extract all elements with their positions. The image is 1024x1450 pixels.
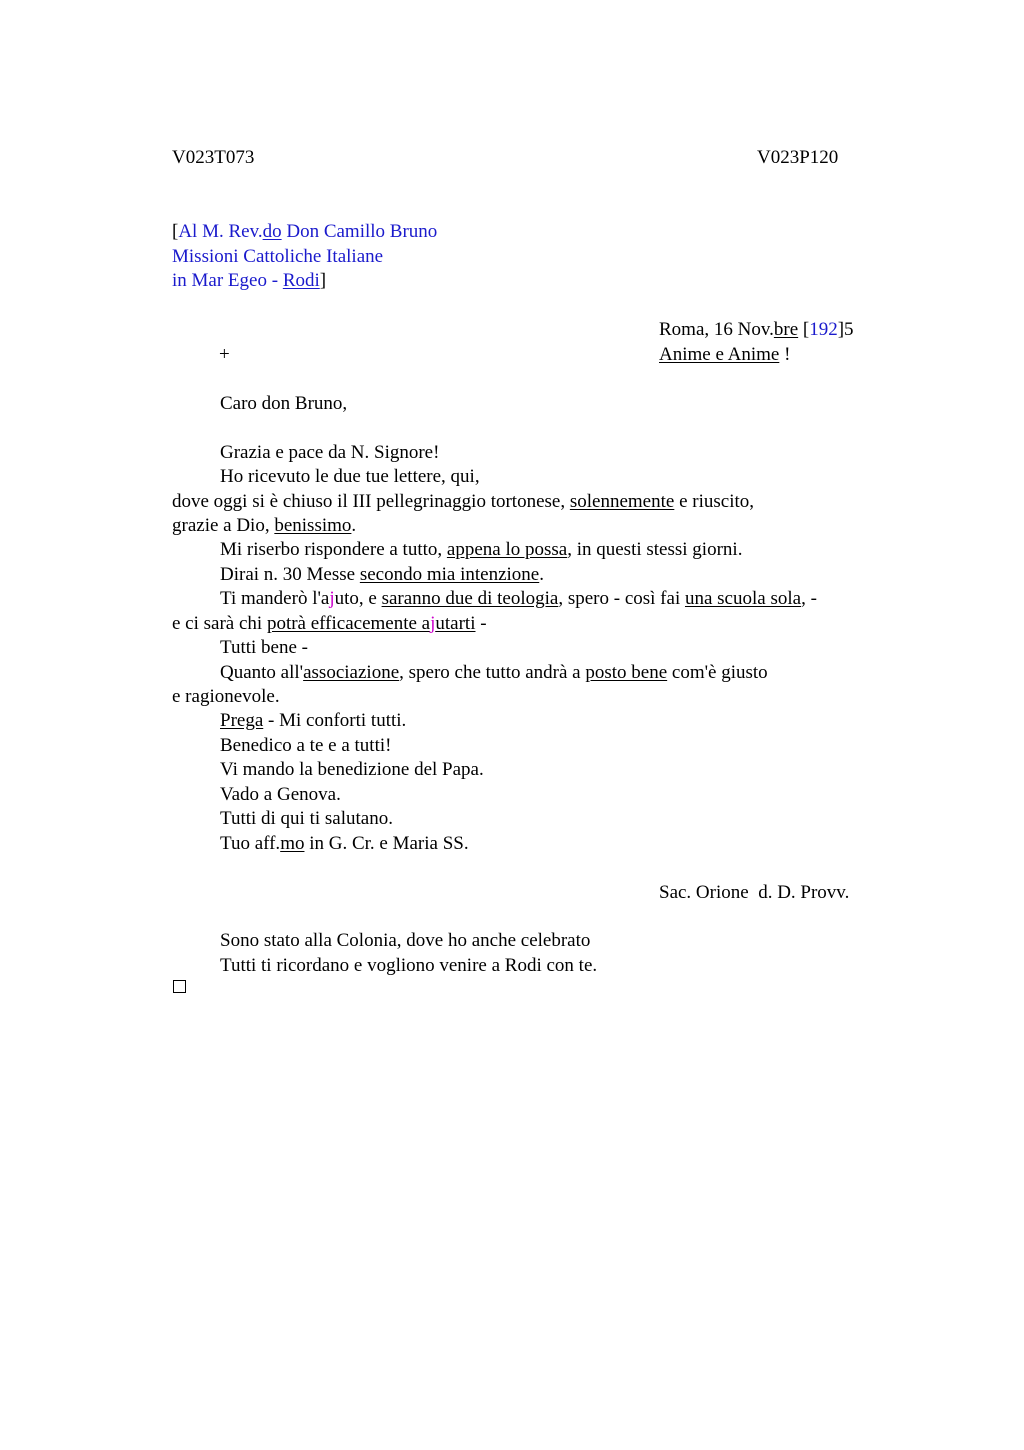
address-title: Al M. Rev.: [178, 221, 263, 242]
text-run: , in questi stessi giorni.: [567, 539, 743, 560]
paragraph-line: Ho ricevuto le due tue lettere, qui,: [220, 466, 480, 487]
underlined-text: posto bene: [585, 662, 668, 683]
postscript-line: Sono stato alla Colonia, dove ho anche celebrato: [220, 930, 591, 951]
underlined-text: solennemente: [569, 491, 675, 512]
paragraph-line: [220, 709, 406, 734]
underlined-text: Prega: [220, 710, 264, 731]
paragraph-line: Vado a Genova.: [220, 784, 341, 805]
underlined-text: potrà efficacemente a: [266, 613, 431, 634]
underlined-text: utarti: [435, 613, 476, 634]
dateline: [659, 318, 854, 343]
date-year-editorial: 192: [809, 319, 838, 340]
closing-line: [220, 832, 469, 857]
cross-symbol: +: [219, 344, 230, 365]
postscript-line: Tutti ti ricordano e vogliono venire a Rodi con te.: [220, 955, 598, 976]
text-run: Mi riserbo rispondere a tutto,: [220, 539, 447, 560]
text-run: Dirai n. 30 Messe: [220, 564, 360, 585]
address-title-abbrev: do: [262, 221, 282, 242]
underlined-text: benissimo: [274, 515, 352, 536]
address-city: Rodi: [282, 270, 320, 291]
address-place: in Mar Egeo -: [172, 270, 283, 291]
paragraph-line: [172, 490, 754, 515]
text-run: Quanto all': [220, 662, 304, 683]
text-run: grazie a Dio,: [172, 515, 275, 536]
motto: [659, 343, 790, 368]
text-run: , spero che tutto andrà a: [399, 662, 586, 683]
address-recipient: Don Camillo Bruno: [281, 221, 438, 242]
text-run: .: [539, 564, 544, 585]
motto-text: Anime e Anime: [659, 344, 780, 365]
bracket-close: ]: [319, 270, 327, 291]
text-run: Ti manderò l'a: [220, 588, 330, 609]
underlined-text: una scuola sola: [684, 588, 802, 609]
paragraph-line: Benedico a te e a tutti!: [220, 735, 392, 756]
text-run: in G. Cr. e Maria SS.: [304, 833, 469, 854]
paragraph-line: e ragionevole.: [172, 686, 280, 707]
signature: Sac. Orione d. D. Provv.: [659, 882, 850, 903]
greeting: Grazia e pace da N. Signore!: [220, 442, 440, 463]
paragraph-line: [172, 612, 487, 637]
motto-tail: !: [779, 344, 791, 365]
editorial-letter: j: [329, 588, 335, 609]
end-mark-icon: [173, 980, 186, 993]
text-run: , -: [801, 588, 817, 609]
document-code-right: V023P120: [757, 147, 839, 168]
text-run: e ci sarà chi: [172, 613, 267, 634]
address-line-3: [172, 269, 326, 294]
underlined-text: saranno due di teologia: [381, 588, 559, 609]
text-run: , spero - così fai: [558, 588, 685, 609]
paragraph-line: [220, 661, 768, 686]
paragraph-line: Vi mando la benedizione del Papa.: [220, 759, 484, 780]
editorial-letter: j: [430, 613, 436, 634]
date-month-abbrev: bre: [773, 319, 799, 340]
paragraph-line: [172, 514, 356, 539]
paragraph-line: [220, 587, 817, 612]
underlined-text: associazione: [303, 662, 400, 683]
bracket-open: [: [172, 221, 179, 242]
text-run: .: [351, 515, 357, 536]
text-run: com'è giusto: [667, 662, 768, 683]
text-run: Tuo aff.: [220, 833, 281, 854]
paragraph-line: [220, 563, 544, 588]
salutation: Caro don Bruno,: [220, 393, 348, 414]
text-run: dove oggi si è chiuso il III pellegrinaggio tortonese,: [172, 491, 570, 512]
underlined-text: mo: [280, 833, 305, 854]
date-year-end: ]5: [837, 319, 854, 340]
underlined-text: appena lo possa: [446, 539, 568, 560]
text-run: uto, e: [334, 588, 382, 609]
paragraph-line: Tutti bene -: [220, 637, 308, 658]
address-line-2: Missioni Cattoliche Italiane: [172, 246, 384, 267]
date-text: Roma, 16 Nov.: [659, 319, 774, 340]
text-run: - Mi conforti tutti.: [263, 710, 407, 731]
underlined-text: secondo mia intenzione: [359, 564, 540, 585]
date-bracket: [: [798, 319, 810, 340]
text-run: -: [475, 613, 487, 634]
paragraph-line: [220, 538, 742, 563]
address-line-1: [172, 220, 437, 245]
paragraph-line: Tutti di qui ti salutano.: [220, 808, 393, 829]
document-code-left: V023T073: [172, 147, 255, 168]
text-run: e riuscito,: [674, 491, 755, 512]
